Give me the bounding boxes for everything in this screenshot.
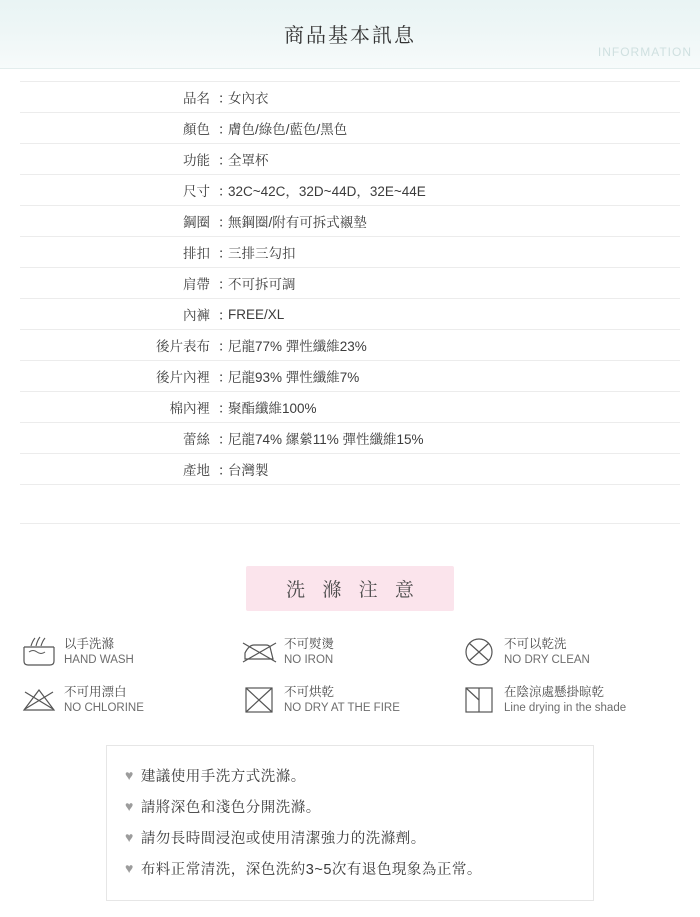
spec-label: 品名 [183,91,210,106]
tip-text: 請將深色和淺色分開洗滌。 [140,800,321,816]
care-label-en: Line drying in the shade [504,701,627,714]
washing-tips-box [106,745,594,901]
care-item-no-chlorine [20,683,240,717]
table-row [20,454,680,485]
care-text [64,637,134,667]
spec-label: 後片表布 [156,339,210,354]
spec-label: 功能 [183,153,210,168]
care-text [64,685,144,715]
wash-notice-section [0,566,700,611]
spec-separator: ： [218,463,232,478]
care-label-en: NO CHLORINE [64,701,144,714]
spec-value: 尼龍74% 縲縈11% 彈性纖維15% [228,432,424,447]
no-tumble-dry-icon [240,683,280,717]
spec-separator: ： [218,122,232,137]
spec-value: 全罩杯 [228,153,269,168]
care-text [284,637,334,667]
spec-label: 排扣 [183,246,210,261]
spec-separator: ： [218,246,232,261]
spec-label: 內褲 [183,308,210,323]
spec-value: 尼龍77% 彈性纖維23% [228,339,367,354]
table-row [20,237,680,268]
tip-text: 建議使用手洗方式洗滌。 [140,769,306,785]
spec-label: 蕾絲 [183,432,210,447]
wash-notice-heading: 洗 滌 注 意 [246,566,454,611]
spec-label: 肩帶 [183,277,210,292]
care-label-zh: 在陰涼處懸掛晾乾 [504,685,605,699]
care-item-no-iron [240,635,460,669]
line-dry-shade-icon [460,683,500,717]
table-row [20,299,680,330]
care-label-zh: 不可熨燙 [284,637,335,651]
care-label-en: HAND WASH [64,653,134,666]
list-item [125,760,583,791]
page-subtitle: INFORMATION [597,45,692,59]
spec-value: 台灣製 [228,463,269,478]
list-item [125,791,583,822]
spec-separator: ： [218,339,232,354]
heart-icon: ♥ [125,767,134,783]
page-header [0,0,700,69]
spec-value: 女內衣 [228,91,269,106]
tip-text: 請勿長時間浸泡或使用清潔強力的洗滌劑。 [140,831,426,847]
spec-separator: ： [218,277,232,292]
table-row [20,113,680,144]
table-row [20,144,680,175]
spec-value: 無鋼圈/附有可拆式襯墊 [228,215,367,230]
spec-value: 尼龍93% 彈性纖維7% [228,370,360,385]
table-row [20,361,680,392]
no-iron-icon [240,635,280,669]
list-item [125,853,583,884]
table-row-spacer [20,485,680,524]
spec-separator: ： [218,153,232,168]
spec-value: 聚酯纖維100% [228,401,317,416]
table-row [20,175,680,206]
no-dry-clean-icon [460,635,500,669]
care-item-hand-wash [20,635,240,669]
care-label-en: NO DRY CLEAN [504,653,590,666]
care-label-zh: 不可烘乾 [284,685,335,699]
spec-value: 32C~42C，32D~44D，32E~44E [228,184,426,199]
spec-label: 棉內裡 [169,401,210,416]
spec-value: FREE/XL [228,306,285,322]
care-instruction-grid [20,635,680,717]
list-item [125,822,583,853]
spec-separator: ： [218,401,232,416]
table-row [20,423,680,454]
spec-separator: ： [218,308,232,323]
spec-value: 膚色/綠色/藍色/黑色 [228,122,348,137]
spec-separator: ： [218,370,232,385]
care-item-no-tumble-dry [240,683,460,717]
table-row [20,82,680,113]
spec-label: 鋼圈 [183,215,210,230]
spec-label: 產地 [183,463,210,478]
spec-label: 尺寸 [183,184,210,199]
care-text [284,685,400,715]
care-item-line-dry-shade [460,683,680,717]
care-label-en: NO IRON [284,653,334,666]
page-title: 商品基本訊息 [284,25,416,47]
heart-icon: ♥ [125,829,134,845]
table-row [20,268,680,299]
spec-label: 後片內裡 [156,370,210,385]
care-label-en: NO DRY AT THE FIRE [284,701,400,714]
care-label-zh: 不可以乾洗 [504,637,567,651]
table-row [20,392,680,423]
spec-label: 顏色 [183,122,210,137]
spec-value: 三排三勾扣 [228,246,296,261]
hand-wash-icon [20,635,60,669]
spec-separator: ： [218,184,232,199]
product-spec-table [20,81,680,524]
spec-value: 不可拆可調 [228,277,296,292]
care-item-no-dry-clean [460,635,680,669]
heart-icon: ♥ [125,860,134,876]
care-label-zh: 以手洗滌 [64,637,115,651]
care-text [504,637,590,667]
table-row [20,206,680,237]
care-text [504,685,626,715]
spec-separator: ： [218,432,232,447]
heart-icon: ♥ [125,798,134,814]
spec-separator: ： [218,91,232,106]
spec-separator: ： [218,215,232,230]
care-label-zh: 不可用漂白 [64,685,127,699]
table-row [20,330,680,361]
no-chlorine-icon [20,683,60,717]
tip-text: 布料正常清洗，深色洗約3~5次有退色現象為正常。 [140,862,482,878]
